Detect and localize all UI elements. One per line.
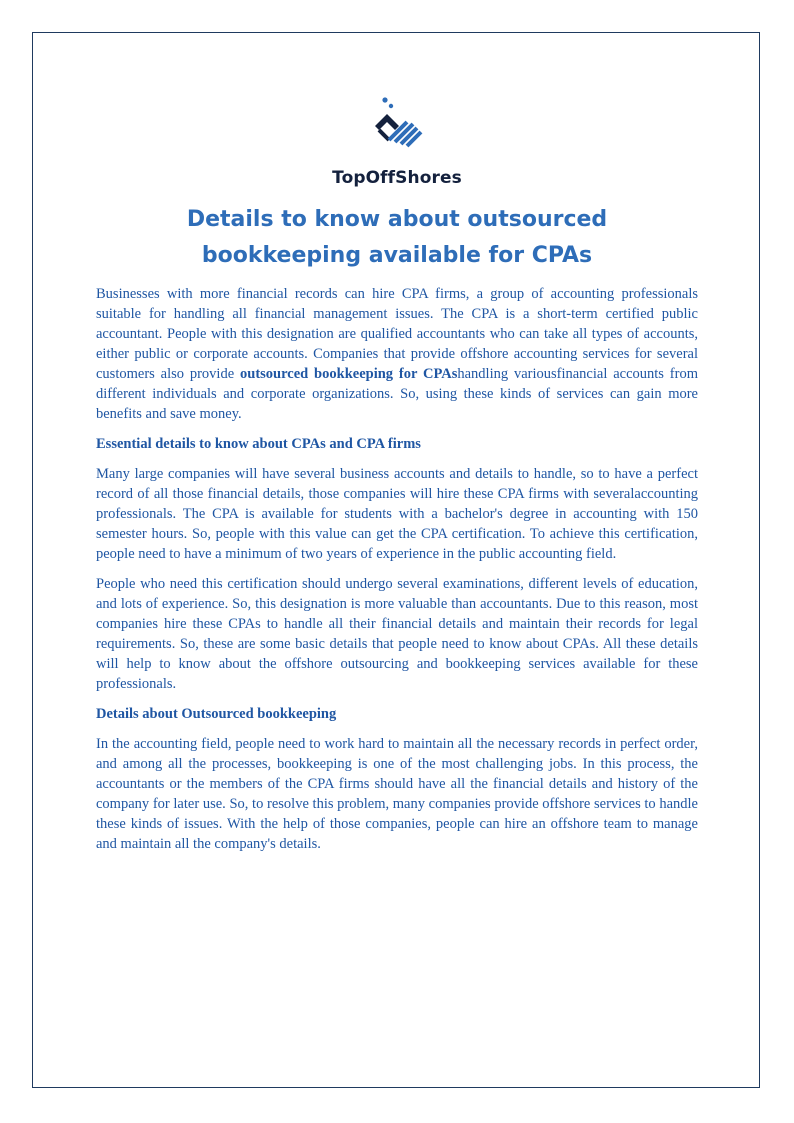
section-heading-cpa: Essential details to know about CPAs and CPA firms	[96, 436, 421, 452]
page-title	[96, 202, 698, 274]
intro-text-before: Businesses with more financial records can hire CPA firms, a group of accounting professionals suitable for handling all financial management issues. The CPA is a short-term certified public accountant. People with this designation are qualified accountants who can take all types of accounts, either public or corporate accounts. Companies that provide offshore accounting services for several customers also provide	[96, 286, 698, 382]
intro-bold-keyword: outsourced bookkeeping for CPAs	[240, 366, 458, 382]
intro-text-after: handling variousfinancial accounts from different individuals and corporate organizations. So, using these kinds of services can gain more benefits and save money.	[96, 366, 698, 422]
title-line-1: Details to know about outsourced	[186, 207, 608, 232]
section-heading-bookkeeping: Details about Outsourced bookkeeping	[96, 706, 337, 722]
intro-paragraph	[96, 284, 698, 424]
section-cpa-paragraph-1: Many large companies will have several business accounts and details to handle, so to have a perfect record of all those financial details, those companies will hire these CPA firms with severalaccounting professionals. The CPA is available for students with a bachelor's degree in accounting with 150 semester hours. So, people with this value can get the CPA certification. To achieve this certification, people need to have a minimum of two years of experience in the public accounting field.	[96, 466, 698, 562]
brand-name: TopOffShores	[332, 168, 462, 188]
title-line-2: bookkeeping available for CPAs	[201, 243, 593, 268]
stacked-chevron-logo-icon	[367, 96, 427, 164]
brand-logo	[0, 96, 794, 188]
section-bookkeeping-paragraph-1: In the accounting field, people need to work hard to maintain all the necessary records in perfect order, and among all the processes, bookkeeping is one of the most challenging jobs. In this process, the accountants or the members of the CPA firms should have all the financial details and history of the company for later use. So, to resolve this problem, many companies provide offshore services to handle these kinds of issues. With the help of those companies, people can hire an offshore team to manage and maintain all the company's details.	[96, 736, 698, 852]
article-body	[96, 284, 698, 864]
section-cpa-paragraph-2: People who need this certification should undergo several examinations, different levels of education, and lots of experience. So, this designation is more valuable than accountants. Due to this reason, most companies hire these CPAs to handle all their financial details and maintain their records for legal requirements. So, these are some basic details that people need to know about CPAs. All these details will help to know about the offshore outsourcing and bookkeeping services available for these professionals.	[96, 576, 698, 692]
